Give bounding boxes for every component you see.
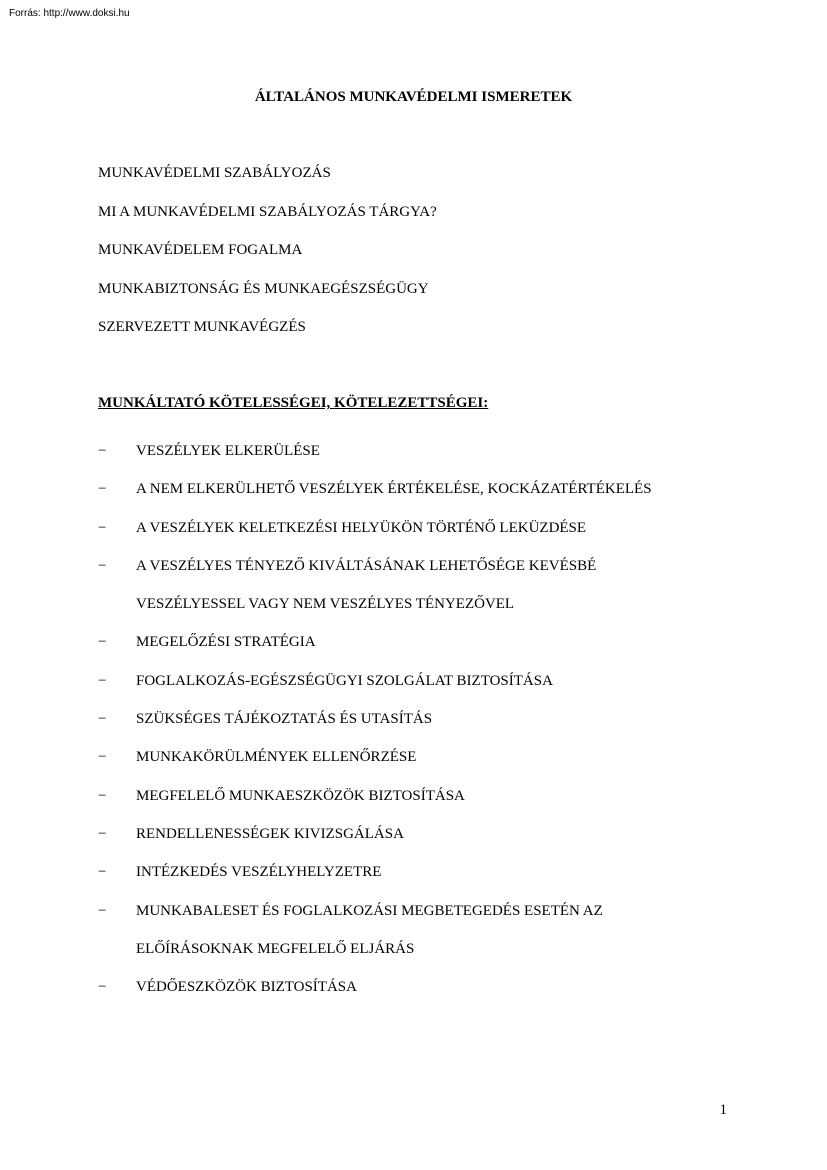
list-item [98, 470, 738, 508]
list-item-text: MEGELŐZÉSI STRATÉGIA [136, 634, 316, 651]
list-item-text: MEGFELELŐ MUNKAESZKÖZÖK BIZTOSÍTÁSA [136, 787, 465, 804]
list-item-text: A VESZÉLYES TÉNYEZŐ KIVÁLTÁSÁNAK LEHETŐSÉGE KEVÉSBÉ [136, 557, 597, 574]
list-item [98, 700, 738, 738]
topic-item: SZERVEZETT MUNKAVÉGZÉS [98, 319, 306, 335]
list-item [98, 777, 738, 815]
document-title: ÁLTALÁNOS MUNKAVÉDELMI ISMERETEK [254, 89, 573, 105]
list-item-text: A VESZÉLYEK KELETKEZÉSI HELYÜKÖN TÖRTÉNŐ LEKÜZDÉSE [136, 519, 587, 536]
dash-bullet: − [98, 864, 107, 881]
dash-bullet: − [98, 711, 107, 728]
list-item-text-continued: ELŐÍRÁSOKNAK MEGFELELŐ ELJÁRÁS [136, 940, 415, 957]
list-item [98, 892, 738, 969]
list-item-text-continued: VESZÉLYESSEL VAGY NEM VESZÉLYES TÉNYEZŐVEL [136, 596, 515, 613]
list-item [98, 738, 738, 776]
topic-item: MUNKABIZTONSÁG ÉS MUNKAEGÉSZSÉGÜGY [98, 280, 429, 297]
dash-bullet: − [98, 979, 107, 996]
dash-bullet: − [98, 481, 107, 498]
list-item [98, 968, 738, 1006]
dash-bullet: − [98, 902, 107, 919]
list-item-text: SZÜKSÉGES TÁJÉKOZTATÁS ÉS UTASÍTÁS [136, 711, 433, 728]
list-item [98, 853, 738, 891]
dash-bullet: − [98, 749, 107, 766]
list-item [98, 623, 738, 661]
dash-bullet: − [98, 825, 107, 842]
obligation-list [98, 432, 738, 1006]
list-item-text: MUNKAKÖRÜLMÉNYEK ELLENŐRZÉSE [136, 749, 417, 766]
dash-bullet: − [98, 787, 107, 804]
list-item-text: FOGLALKOZÁS-EGÉSZSÉGÜGYI SZOLGÁLAT BIZTOSÍTÁSA [136, 672, 553, 689]
section-heading: MUNKÁLTATÓ KÖTELESSÉGEI, KÖTELEZETTSÉGEI: [98, 395, 489, 411]
dash-bullet: − [98, 557, 107, 574]
topic-list [98, 163, 437, 356]
list-item [98, 815, 738, 853]
list-item-text: VÉDŐESZKÖZÖK BIZTOSÍTÁSA [136, 979, 357, 996]
source-note: Forrás: http://www.doksi.hu [9, 8, 130, 19]
list-item-text: RENDELLENESSÉGEK KIVIZSGÁLÁSA [136, 825, 404, 842]
list-item-text: MUNKABALESET ÉS FOGLALKOZÁSI MEGBETEGEDÉS ESETÉN AZ [136, 902, 603, 919]
list-item [98, 509, 738, 547]
dash-bullet: − [98, 634, 107, 651]
list-item-text: INTÉZKEDÉS VESZÉLYHELYZETRE [136, 864, 382, 881]
topic-item: MUNKAVÉDELMI SZABÁLYOZÁS [98, 165, 331, 181]
page-number: 1 [719, 1102, 727, 1118]
dash-bullet: − [98, 443, 107, 459]
topic-item: MUNKAVÉDELEM FOGALMA [98, 242, 303, 258]
list-item-text: VESZÉLYEK ELKERÜLÉSE [136, 443, 320, 459]
list-item [98, 432, 738, 470]
list-item [98, 547, 738, 624]
list-item-text: A NEM ELKERÜLHETŐ VESZÉLYEK ÉRTÉKELÉSE, KOCKÁZATÉRTÉKELÉS [136, 481, 652, 498]
topic-item: MI A MUNKAVÉDELMI SZABÁLYOZÁS TÁRGYA? [98, 203, 437, 220]
dash-bullet: − [98, 519, 107, 536]
list-item [98, 662, 738, 700]
dash-bullet: − [98, 672, 107, 689]
